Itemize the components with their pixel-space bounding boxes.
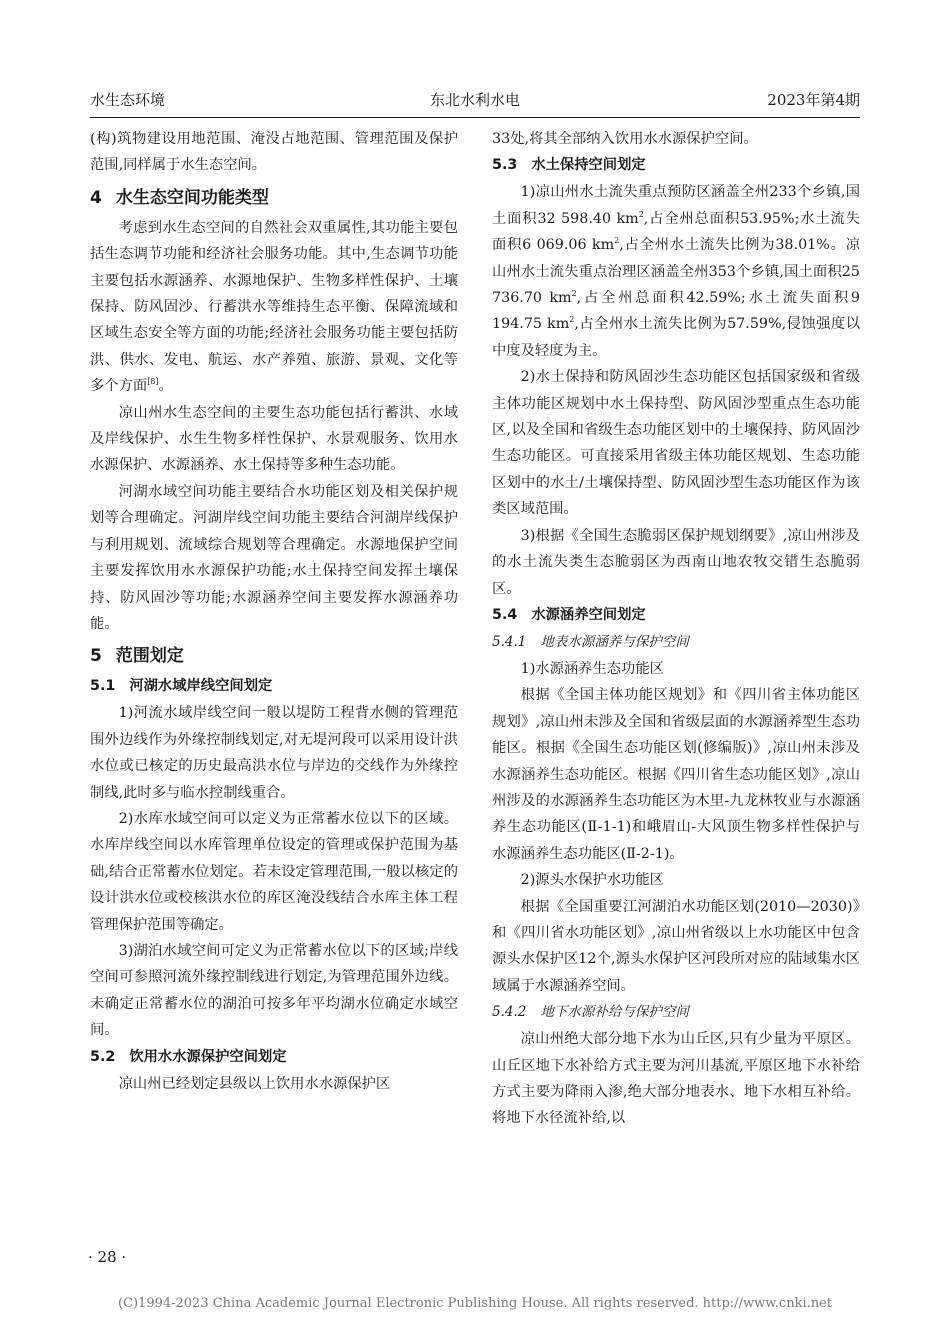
left-column — [90, 126, 458, 1097]
paragraph: 1)河流水域岸线空间一般以堤防工程背水侧的管理范围外边线作为外缘控制线划定,对无堤河段可以采用设计洪水位或已核定的历史最高洪水位与岸边的交线作为外缘控制线,此时多与临水控制线重合。 — [90, 705, 458, 801]
paragraph: 2)水库水域空间可以定义为正常蓄水位以下的区域。水库岸线空间以水库管理单位设定的管理或保护范围为基础,结合正常蓄水位划定。若未设定管理范围,一般以核定的设计洪水位或校核洪水位的库区淹没线结合水库主体工程管理保护范围等确定。 — [90, 810, 458, 933]
paragraph: 河湖水域空间功能主要结合水功能区划及相关保护规划等合理确定。河湖岸线空间功能主要结合河湖岸线保护与利用规划、流域综合规划等合理确定。水源地保护空间主要发挥饮用水水源保护功能;水土保持空间发挥土壤保持、防风固沙等功能;水源涵养空间主要发挥水源涵养功能。 — [90, 483, 458, 632]
subsubsection-heading-5-4-1: 5.4.1 地表水源涵养与保护空间 — [492, 633, 689, 650]
section-heading-4: 4 水生态空间功能类型 — [90, 187, 269, 208]
paragraph: 考虑到水生态空间的自然社会双重属性,其功能主要包括生态调节功能和经济社会服务功能。其中,生态调节功能主要包括水源涵养、水源地保护、生物多样性保护、土壤保持、防风固沙、行蓄洪水等维持生态平衡、保障流域和区域生态安全等方面的功能;经济社会服务功能主要包括防洪、供水、发电、航运、水产养殖、旅游、景观、文化等多个方面[8]。 — [90, 219, 458, 395]
header-issue: 2023年第4期 — [767, 91, 860, 109]
paragraph: 凉山州已经划定县级以上饮用水水源保护区 — [118, 1075, 391, 1092]
running-header — [90, 89, 860, 115]
paragraph: 1)凉山州水土流失重点预防区涵盖全州233个乡镇,国土面积32 598.40 $km^2$,占全州总面积53.95%;水土流失面积6 069.06 $km^2$,占全州水土流失比例为38.01%。凉山州水土流失重点治理区涵盖全州353个乡镇,国土面积25 736.70 $km^2$,占全州总面积42.59%;水土流失面积9 194.75 $km^2$,占全州水土流失比例为57.59%,侵蚀强度以中度及轻度为主。 — [492, 184, 861, 359]
section-heading-5: 5 范围划定 — [90, 646, 184, 667]
copyright-footer: (C)1994-2023 China Academic Journal Electronic Publishing House. All rights reserved. http://www.cnki.net — [117, 1296, 833, 1311]
citation-ref: [8] — [147, 377, 159, 387]
subsection-heading-5-3: 5.3 水土保持空间划定 — [492, 157, 646, 174]
subsection-heading-5-4: 5.4 水源涵养空间划定 — [492, 606, 646, 623]
paragraph: 1)水源涵养生态功能区 — [520, 660, 664, 677]
paragraph: 2)水土保持和防风固沙生态功能区包括国家级和省级主体功能区规划中水土保持型、防风固沙型重点生态功能区,以及全国和省级生态功能区划中的土壤保持、防风固沙生态功能区。可直接采用省级主体功能区规划、生态功能区划中的水土/土壤保持型、防风固沙型生态功能区作为该类区域范围。 — [492, 369, 860, 518]
paragraph: 2)源头水保护水功能区 — [520, 872, 664, 889]
paragraph: 根据《全国重要江河湖泊水功能区划(2010—2030)》和《四川省水功能区划》,凉山州省级以上水功能区中包含源头水保护区12个,源头水保护区河段所对应的陆域集水区域属于水源涵养空间。 — [492, 898, 860, 994]
paragraph: (构)筑物建设用地范围、淹没占地范围、管理范围及保护范围,同样属于水生态空间。 — [90, 131, 458, 174]
subsection-heading-5-1: 5.1 河湖水域岸线空间划定 — [90, 678, 273, 695]
subsection-heading-5-2: 5.2 饮用水水源保护空间划定 — [90, 1048, 287, 1065]
header-rule — [90, 117, 860, 118]
page-number: · 28 · — [88, 1248, 127, 1266]
paragraph: 33处,将其全部纳入饮用水水源保护空间。 — [492, 131, 758, 147]
paragraph: 凉山州水生态空间的主要生态功能包括行蓄洪、水域及岸线保护、水生生物多样性保护、水景观服务、饮用水水源保护、水源涵养、水土保持等多种生态功能。 — [90, 404, 458, 474]
subsubsection-heading-5-4-2: 5.4.2 地下水源补给与保护空间 — [492, 1004, 689, 1021]
paragraph: 3)湖泊水域空间可定义为正常蓄水位以下的区域;岸线空间可参照河流外缘控制线进行划定,为管理范围外边线。未确定正常蓄水位的湖泊可按多年平均湖水位确定水域空间。 — [90, 942, 458, 1039]
paragraph: 根据《全国主体功能区规划》和《四川省主体功能区规划》,凉山州未涉及全国和省级层面的水源涵养型生态功能区。根据《全国生态功能区划(修编版)》,凉山州未涉及水源涵养生态功能区。根据《四川省生态功能区划》,凉山州涉及的水源涵养生态功能区为木里-九龙林牧业与水源涵养生态功能区(Ⅱ-1-1)和峨眉山-大风顶生物多样性保护与水源涵养生态功能区(Ⅱ-2-1)。 — [492, 687, 860, 862]
paragraph: 3)根据《全国生态脆弱区保护规划纲要》,凉山州涉及的水土流失类生态脆弱区为西南山地农牧交错生态脆弱区。 — [492, 527, 860, 597]
header-journal-name: 东北水利水电 — [429, 91, 520, 109]
right-column — [492, 126, 860, 1132]
header-section-name: 水生态环境 — [90, 91, 166, 109]
paragraph: 凉山州绝大部分地下水为山丘区,只有少量为平原区。山丘区地下水补给方式主要为河川基流,平原区地下水补给方式主要为降雨入渗,绝大部分地表水、地下水相互补给。将地下水径流补给,以 — [492, 1031, 860, 1127]
